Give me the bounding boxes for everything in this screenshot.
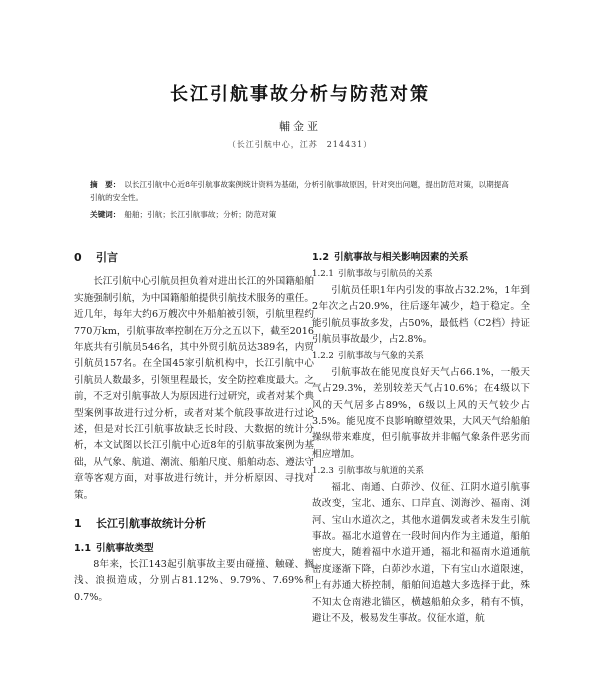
section-heading-intro bbox=[74, 250, 314, 266]
section-number: 1 bbox=[74, 517, 82, 531]
subsubsection-heading-channel bbox=[312, 463, 530, 479]
abstract-label: 摘 要： bbox=[90, 180, 121, 189]
section-number: 0 bbox=[74, 251, 82, 264]
left-column bbox=[74, 250, 314, 606]
weather-paragraph: 引航事故在能见度良好天气占66.1%，一般天气占29.3%，差别较差天气占10.6%；在4级以下风的天气居多占89%，6级以上风的天气较少占3.5%。能见度不良影响瞭望效果，大风天气给船舶操纵带来难度，但引航事故并非幅气象条件恶劣而相应增加。 bbox=[312, 366, 530, 460]
subsection-title: 引航事故与相关影响因素的关系 bbox=[334, 252, 469, 263]
subsubsection-number: 1.2.1 bbox=[312, 269, 334, 280]
pilots-paragraph: 引航员任职1年内引发的事故占32.2%，1年到2年次之占20.9%，往后逐年减少，趋于稳定。全能引航员事故多发，占50%，最低档（C2档）持证引航员事故最少，占2.8%。 bbox=[312, 284, 530, 346]
keywords-text: 船舶；引航；长江引航事故；分析；防范对策 bbox=[124, 210, 277, 219]
subsubsection-title: 引航事故与气象的关系 bbox=[338, 351, 424, 362]
section-title: 长江引航事故统计分析 bbox=[96, 517, 206, 531]
subsubsection-heading-pilots bbox=[312, 266, 530, 282]
abstract-text: 以长江引航中心近8年引航事故案例统计资料为基础，分析引航事故原因，针对突出问题，提出防范对策，以期提高引航的安全性。 bbox=[90, 180, 509, 202]
abstract-block bbox=[90, 178, 510, 221]
subsection-heading-factors bbox=[312, 250, 530, 266]
subsubsection-title: 引航事故与航道的关系 bbox=[338, 466, 424, 477]
subsubsection-number: 1.2.2 bbox=[312, 351, 334, 362]
subsubsection-number: 1.2.3 bbox=[312, 466, 334, 477]
subsubsection-title: 引航事故与引航员的关系 bbox=[338, 269, 433, 280]
types-paragraph: 8年来，长江143起引航事故主要由碰撞、触碰、搁浅、浪损造成，分别占81.12%、9.79%、7.69%和0.7%。 bbox=[74, 558, 314, 603]
section-heading-stats bbox=[74, 516, 314, 532]
section-title: 引言 bbox=[96, 251, 118, 264]
keywords bbox=[90, 208, 510, 221]
abstract bbox=[90, 178, 510, 204]
paper-affiliation: （长江引航中心，江苏 214431） bbox=[227, 140, 373, 149]
intro-paragraph: 长江引航中心引航员担负着对进出长江的外国籍船舶实施强制引航，为中国籍船舶提供引航技术服务的重任。近几年，每年大约6万艘次中外船舶被引领，引航里程约770万km，引航事故率控制在万分之五以下，截至2016年底共有引航员546名，其中外贸引航员达389名，内贸引航员157名。在全国45家引航机构中，长江引航中心引航员人数最多，引领里程最长，安全防控难度最大。之前，不乏对引航事故人为原因进行过研究，或者对某个典型案例事故进行过分析，或者对某个航段事故进行过论述，但是对长江引航事故缺乏长时段、大数据的统计分析，本文试图以长江引航中心近8年的引航事故案例为基础，从气象、航道、潮流、船舶尺度、船舶动态、遵法守章等客观方面，对事故进行统计，并分析原因、寻找对策。 bbox=[74, 276, 314, 501]
right-column bbox=[312, 250, 530, 627]
keywords-label: 关键词： bbox=[90, 210, 121, 219]
paper-title: 长江引航事故分析与防范对策 bbox=[170, 84, 430, 105]
subsection-number: 1.1 bbox=[74, 542, 91, 554]
subsection-heading-types bbox=[74, 541, 314, 557]
subsection-number: 1.2 bbox=[312, 252, 329, 263]
channel-paragraph: 福北、南通、白茆沙、仪征、江阴水道引航事故改变，宝北、通东、口岸直、浏海沙、福南、浏河、宝山水道次之，其他水道偶发或者未发生引航事故。福北水道曾在一段时间内作为主通道，船舶密度大，随着福中水道开通，福北和福南水道通航密度逐渐下降，白茆沙水道，下有宝山水道限速，上有苏通大桥控制，船舶间追越大多选择于此，殊不知太仓南港北锚区，横越船舶众多，稍有不慎，避让不及，极易发生事故。仪征水道，航 bbox=[312, 481, 530, 624]
paper-author: 輔金亚 bbox=[279, 120, 321, 133]
subsubsection-heading-weather bbox=[312, 348, 530, 364]
subsection-title: 引航事故类型 bbox=[96, 542, 154, 554]
